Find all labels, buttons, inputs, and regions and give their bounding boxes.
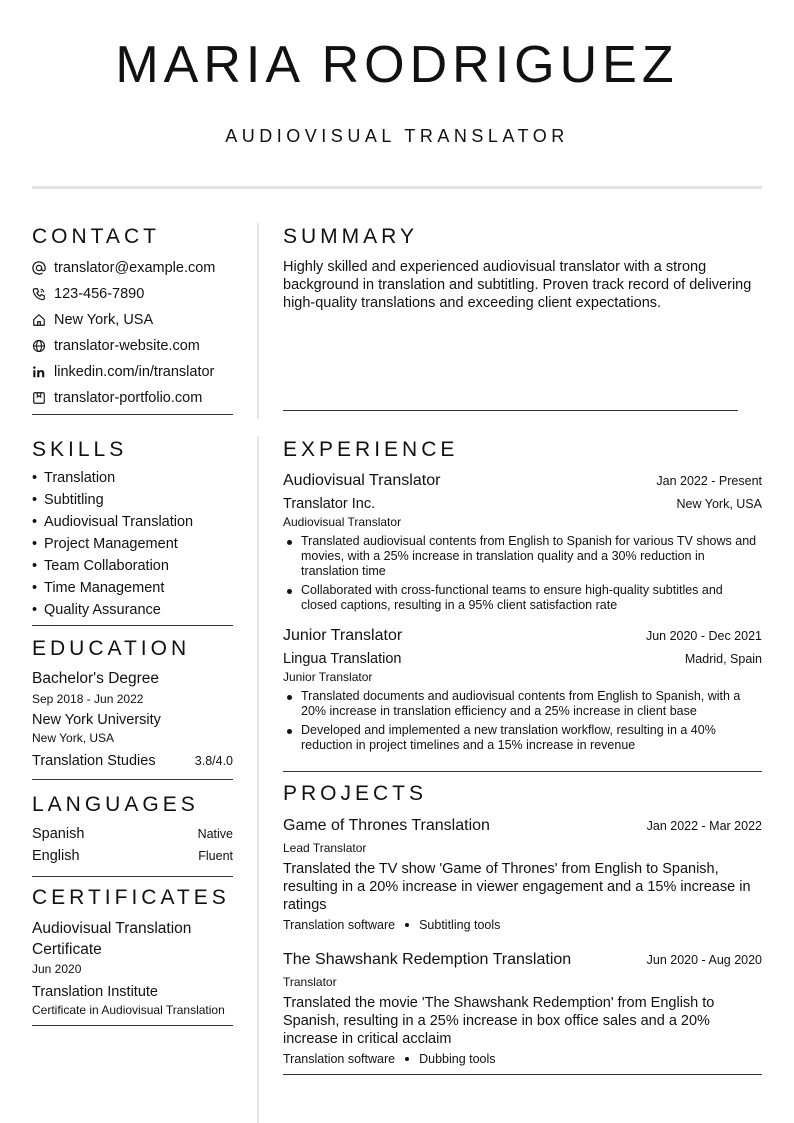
job-company: Lingua Translation xyxy=(283,651,402,667)
project-tool: Translation software xyxy=(283,1052,396,1066)
projects-divider xyxy=(283,1074,762,1075)
contact-website[interactable] xyxy=(32,333,233,359)
job-location: New York, USA xyxy=(676,497,762,511)
experience-entry xyxy=(283,470,762,613)
contact-email[interactable] xyxy=(32,255,233,281)
contact-location-text: New York, USA xyxy=(54,312,154,328)
tool-separator xyxy=(405,923,409,927)
job-dates: Jun 2020 - Dec 2021 xyxy=(645,629,762,643)
language-row xyxy=(32,824,233,846)
education-field-row xyxy=(32,751,233,771)
projects-title: PROJECTS xyxy=(283,782,428,805)
education-title: EDUCATION xyxy=(32,637,191,660)
home-icon xyxy=(32,313,46,327)
contact-location xyxy=(32,307,233,333)
job-dates: Jan 2022 - Present xyxy=(656,474,762,488)
education-field: Translation Studies xyxy=(32,753,156,769)
contact-portfolio[interactable] xyxy=(32,385,233,411)
languages-section xyxy=(32,792,233,877)
column-divider-bottom xyxy=(257,436,259,1123)
experience-entry xyxy=(283,625,762,753)
certificates-title: CERTIFICATES xyxy=(32,886,230,909)
job-company: Translator Inc. xyxy=(283,496,376,512)
contact-divider xyxy=(32,414,233,415)
certificates-section xyxy=(32,885,233,1026)
education-section xyxy=(32,636,233,780)
project-name: Game of Thrones Translation xyxy=(283,817,490,834)
project-name: The Shawshank Redemption Translation xyxy=(283,951,572,968)
contact-section xyxy=(32,224,233,415)
languages-title: LANGUAGES xyxy=(32,793,199,816)
project-tool: Subtitling tools xyxy=(419,918,501,932)
contact-linkedin-text: linkedin.com/in/translator xyxy=(54,364,215,380)
skill-label: Quality Assurance xyxy=(44,602,161,618)
project-tool: Dubbing tools xyxy=(419,1052,496,1066)
skills-section xyxy=(32,437,233,626)
job-bullet: Translated documents and audiovisual contents from English to Spanish, with a 20% increase in translation efficiency and a 25% increase in client base xyxy=(285,689,762,719)
header-divider xyxy=(32,186,762,189)
education-degree: Bachelor's Degree xyxy=(32,670,160,687)
summary-title: SUMMARY xyxy=(283,225,418,248)
contact-phone[interactable] xyxy=(32,281,233,307)
education-school: New York University xyxy=(32,712,161,728)
skill-label: Subtitling xyxy=(44,492,104,508)
contact-title: CONTACT xyxy=(32,225,160,248)
skills-title: SKILLS xyxy=(32,438,128,461)
skill-item: • Audiovisual Translation xyxy=(32,514,194,530)
column-divider-top xyxy=(257,223,259,419)
job-role: Audiovisual Translator xyxy=(283,515,402,529)
summary-text: Highly skilled and experienced audiovisual translator with a strong background in translation and subtitling. Proven track record of delivering high-quality translations and exceeding client expectations. xyxy=(283,259,752,311)
language-name: English xyxy=(32,848,80,864)
certificate-name: Audiovisual Translation Certificate xyxy=(32,920,192,958)
skill-item: • Subtitling xyxy=(32,492,104,508)
certificate-date: Jun 2020 xyxy=(32,962,82,976)
experience-title: EXPERIENCE xyxy=(283,438,459,461)
skills-divider xyxy=(32,625,233,626)
education-location: New York, USA xyxy=(32,731,115,745)
at-icon xyxy=(32,261,46,275)
skill-label: Audiovisual Translation xyxy=(44,514,194,530)
project-dates: Jan 2022 - Mar 2022 xyxy=(646,819,762,833)
summary-section xyxy=(283,224,762,312)
linkedin-icon xyxy=(32,365,46,379)
language-level: Native xyxy=(197,827,233,841)
tool-separator xyxy=(405,1057,409,1061)
project-description: Translated the TV show 'Game of Thrones' from English to Spanish, resulting in a 20% increase in viewer engagement and a 15% increase in ratings xyxy=(283,861,751,913)
education-divider xyxy=(32,779,233,780)
experience-divider xyxy=(283,771,762,772)
candidate-role: AUDIOVISUAL TRANSLATOR xyxy=(225,126,569,146)
projects-section xyxy=(283,781,762,1067)
job-bullet: Translated audiovisual contents from English to Spanish for various TV shows and movies, with a 25% increase in translation quality and a 30% reduction in translation time xyxy=(285,534,762,579)
language-row xyxy=(32,846,233,868)
job-bullet: Developed and implemented a new translation workflow, resulting in a 40% reduction in project timelines and a 15% increase in revenue xyxy=(285,723,762,753)
job-title: Audiovisual Translator xyxy=(283,472,441,489)
project-tools xyxy=(283,917,762,933)
experience-section xyxy=(283,437,762,757)
contact-email-text: translator@example.com xyxy=(54,260,216,276)
skill-item: • Team Collaboration xyxy=(32,558,169,574)
candidate-name: MARIA RODRIGUEZ xyxy=(115,36,679,94)
skill-label: Project Management xyxy=(44,536,178,552)
project-description: Translated the movie 'The Shawshank Redemption' from English to Spanish, resulting in a 25% increase in box office sales and a 20% increase in critical acclaim xyxy=(283,995,715,1047)
project-role: Translator xyxy=(283,975,337,989)
project-entry xyxy=(283,815,762,933)
certificate-description: Certificate in Audiovisual Translation xyxy=(32,1003,225,1017)
education-dates: Sep 2018 - Jun 2022 xyxy=(32,692,144,706)
job-bullet: Collaborated with cross-functional teams to ensure high-quality subtitles and closed captions, resulting in a 95% client satisfaction rate xyxy=(285,583,762,613)
language-level: Fluent xyxy=(198,849,233,863)
job-location: Madrid, Spain xyxy=(684,652,762,666)
contact-phone-text: 123-456-7890 xyxy=(54,286,145,302)
skill-label: Team Collaboration xyxy=(44,558,169,574)
skill-item: • Project Management xyxy=(32,536,178,552)
skill-item: • Time Management xyxy=(32,580,165,596)
education-gpa: 3.8/4.0 xyxy=(194,754,233,768)
skill-label: Time Management xyxy=(44,580,165,596)
project-role: Lead Translator xyxy=(283,841,367,855)
summary-divider xyxy=(283,410,738,411)
skill-item: • Quality Assurance xyxy=(32,602,161,618)
job-role: Junior Translator xyxy=(283,670,373,684)
certificate-issuer: Translation Institute xyxy=(32,984,158,1000)
project-dates: Jun 2020 - Aug 2020 xyxy=(646,953,762,967)
certificates-divider xyxy=(32,1025,233,1026)
contact-website-text: translator-website.com xyxy=(54,338,200,354)
contact-portfolio-text: translator-portfolio.com xyxy=(54,390,203,406)
project-entry xyxy=(283,949,762,1067)
project-tool: Translation software xyxy=(283,918,396,932)
project-tools xyxy=(283,1051,762,1067)
languages-divider xyxy=(32,876,233,877)
skill-label: Translation xyxy=(44,470,116,486)
contact-linkedin[interactable] xyxy=(32,359,233,385)
globe-icon xyxy=(32,339,46,353)
skill-item: • Translation xyxy=(32,470,116,486)
language-name: Spanish xyxy=(32,826,85,842)
portfolio-icon xyxy=(32,391,46,405)
job-title: Junior Translator xyxy=(283,627,403,644)
phone-icon xyxy=(32,287,46,301)
